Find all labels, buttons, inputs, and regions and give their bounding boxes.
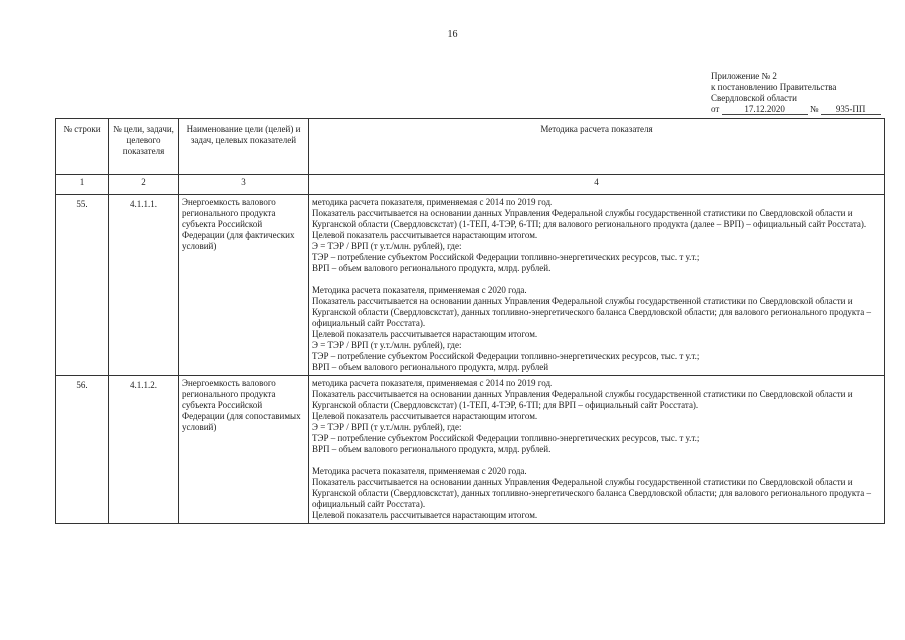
method-line: ВРП – объем валового регионального продукта, млрд. рублей. bbox=[312, 444, 551, 454]
method-line: ВРП – объем валового регионального продукта, млрд. рублей bbox=[312, 362, 549, 372]
method-line: Показатель рассчитывается на основании данных Управления Федеральной службы государственной статистики по Свердловской области и Курганской области (Свердловскстат) (1-ТЕП, 4-ТЭР, 6-ТП; для ВРП – официальный сайт Росстата). bbox=[312, 389, 853, 410]
appendix-title: Приложение № 2 bbox=[711, 71, 777, 81]
page-number: 16 bbox=[447, 29, 458, 40]
method-line: Целевой показатель рассчитывается нарастающим итогом. bbox=[312, 230, 538, 240]
row-number: 55. bbox=[56, 195, 109, 376]
date-prefix: от bbox=[711, 104, 720, 114]
resolution-number: 935-ПП bbox=[821, 104, 881, 115]
appendix-resolution-line: к постановлению Правительства bbox=[711, 82, 837, 92]
methodology-text bbox=[309, 376, 885, 524]
appendix-block bbox=[711, 71, 901, 115]
method-line: Целевой показатель рассчитывается нарастающим итогом. bbox=[312, 329, 538, 339]
method-line: ТЭР – потребление субъектом Российской Федерации топливно-энергетических ресурсов, тыс. т у.т.; bbox=[312, 433, 700, 443]
header-goal-name: Наименование цели (целей) и задач, целевых показателей bbox=[179, 119, 309, 175]
column-number: 4 bbox=[309, 175, 885, 195]
method-line: Методика расчета показателя, применяемая с 2020 года. bbox=[312, 285, 527, 295]
indicator-code: 4.1.1.2. bbox=[109, 376, 179, 524]
appendix-region-line: Свердловской области bbox=[711, 93, 797, 103]
resolution-date: 17.12.2020 bbox=[722, 104, 808, 115]
method-line: ВРП – объем валового регионального продукта, млрд. рублей. bbox=[312, 263, 551, 273]
methodology-text bbox=[309, 195, 885, 376]
table-header-row bbox=[56, 119, 885, 175]
method-line: методика расчета показателя, применяемая с 2014 по 2019 год. bbox=[312, 197, 553, 207]
method-line: Показатель рассчитывается на основании данных Управления Федеральной службы государственной статистики по Свердловской области и Курганской области (Свердловскстат), данных топливно-энергетического баланса Свердловской области; для валового регионального продукта – официальный сайт Росстата). bbox=[312, 296, 871, 328]
method-line: Целевой показатель рассчитывается нарастающим итогом. bbox=[312, 510, 538, 520]
table-row bbox=[56, 376, 885, 524]
indicator-methodology-table bbox=[55, 118, 885, 524]
column-number: 1 bbox=[56, 175, 109, 195]
header-goal-number: № цели, задачи, целевого показателя bbox=[109, 119, 179, 175]
method-line: ТЭР – потребление субъектом Российской Федерации топливно-энергетических ресурсов, тыс. т у.т.; bbox=[312, 252, 700, 262]
method-line: Показатель рассчитывается на основании данных Управления Федеральной службы государственной статистики по Свердловской области и Курганской области (Свердловскстат), данных топливно-энергетического баланса Свердловской области; для валового регионального продукта – официальный сайт Росстата). bbox=[312, 477, 871, 509]
header-row-number: № строки bbox=[56, 119, 109, 175]
appendix-date-line bbox=[711, 104, 901, 115]
method-spacer bbox=[312, 274, 881, 285]
method-line: Методика расчета показателя, применяемая с 2020 года. bbox=[312, 466, 527, 476]
method-line: Показатель рассчитывается на основании данных Управления Федеральной службы государственной статистики по Свердловской области и Курганской области (Свердловскстат) (1-ТЕП, 4-ТЭР, 6-ТП; для валового регионального продукта (далее – ВРП) – официальный сайт Росстата). bbox=[312, 208, 867, 229]
method-spacer bbox=[312, 455, 881, 466]
method-line: Целевой показатель рассчитывается нарастающим итогом. bbox=[312, 411, 538, 421]
column-numbers-row bbox=[56, 175, 885, 195]
indicator-name: Энергоемкость валового регионального продукта субъекта Российской Федерации (для сопоставимых условий) bbox=[179, 376, 309, 524]
method-line: ТЭР – потребление субъектом Российской Федерации топливно-энергетических ресурсов, тыс. т у.т.; bbox=[312, 351, 700, 361]
indicator-code: 4.1.1.1. bbox=[109, 195, 179, 376]
number-prefix: № bbox=[809, 104, 819, 114]
row-number: 56. bbox=[56, 376, 109, 524]
method-line: Э = ТЭР / ВРП (т у.т./млн. рублей), где: bbox=[312, 340, 462, 350]
method-line: Э = ТЭР / ВРП (т у.т./млн. рублей), где: bbox=[312, 422, 462, 432]
indicator-name: Энергоемкость валового регионального продукта субъекта Российской Федерации (для фактических условий) bbox=[179, 195, 309, 376]
header-methodology: Методика расчета показателя bbox=[309, 119, 885, 175]
column-number: 3 bbox=[179, 175, 309, 195]
method-line: Э = ТЭР / ВРП (т у.т./млн. рублей), где: bbox=[312, 241, 462, 251]
column-number: 2 bbox=[109, 175, 179, 195]
method-line: методика расчета показателя, применяемая с 2014 по 2019 год. bbox=[312, 378, 553, 388]
table-row bbox=[56, 195, 885, 376]
